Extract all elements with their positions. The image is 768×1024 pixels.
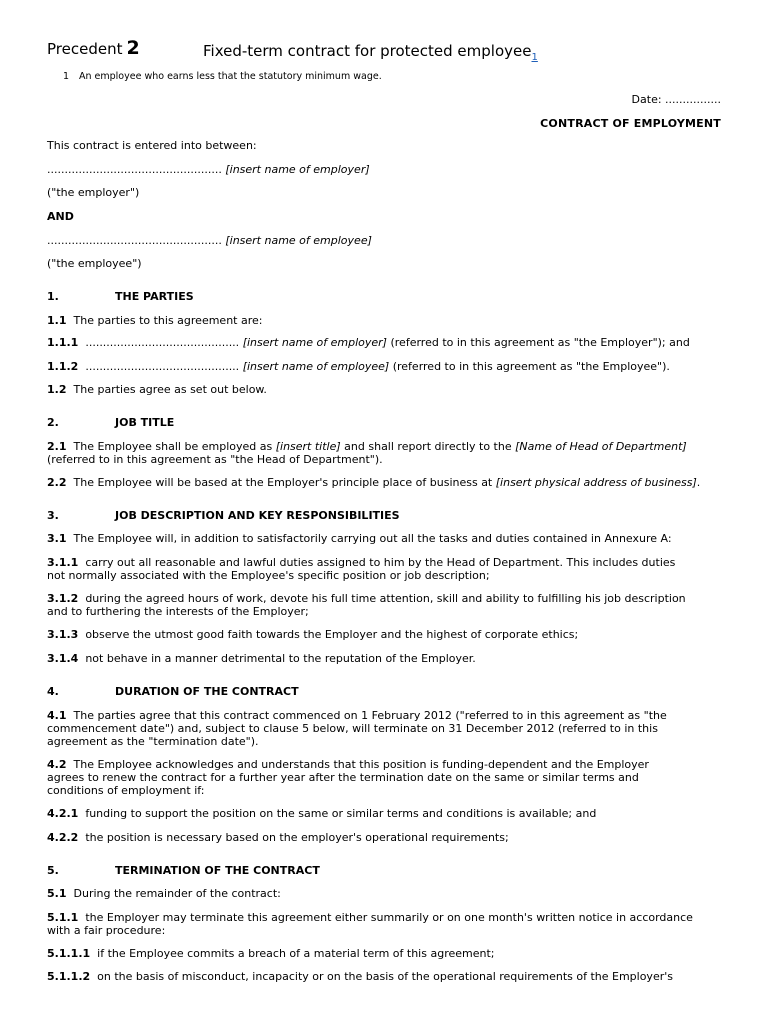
footnote [63, 70, 382, 83]
clause-1-1-1 [47, 336, 690, 349]
section-title: TERMINATION OF THE CONTRACT [115, 864, 320, 877]
clause-4-2-cont-2: conditions of employment if: [47, 784, 205, 797]
clause-2-2 [47, 476, 700, 489]
clause-placeholder: [insert name of employee] [242, 360, 390, 373]
clause-text: observe the utmost good faith towards the Employer and the highest of corporate ethics; [85, 628, 579, 641]
clause-number: 2.2 [47, 476, 67, 489]
employee-name-line [47, 234, 372, 247]
section-3-heading [47, 509, 400, 522]
employee-label: ("the employee") [47, 257, 142, 270]
clause-4-1-cont-1: commencement date") and, subject to clause 5 below, will terminate on 31 December 2012 (referred to in this [47, 722, 658, 735]
clause-text: the position is necessary based on the employer's operational requirements; [85, 831, 509, 844]
clause-2-1 [47, 440, 687, 453]
clause-dots: ............................................ [85, 336, 240, 349]
clause-placeholder: [insert physical address of business] [495, 476, 697, 489]
clause-number: 1.2 [47, 383, 67, 396]
clause-text: if the Employee commits a breach of a material term of this agreement; [97, 947, 495, 960]
section-2-heading [47, 416, 174, 429]
clause-number: 3.1.4 [47, 652, 79, 665]
clause-text: The parties agree as set out below. [73, 383, 267, 396]
clause-3-1-3 [47, 628, 578, 641]
clause-placeholder: [Name of Head of Department] [515, 440, 687, 453]
employer-name-line [47, 163, 370, 176]
clause-1-2 [47, 383, 267, 396]
clause-4-2-2 [47, 831, 509, 844]
section-number: 4. [47, 685, 59, 698]
clause-3-1-1-cont: not normally associated with the Employee's specific position or job description; [47, 569, 490, 582]
precedent-header [47, 37, 538, 64]
precedent-title [203, 42, 538, 64]
date-label: Date: [631, 93, 662, 106]
clause-number: 4.2.2 [47, 831, 79, 844]
date-value: ................ [665, 93, 721, 106]
section-number: 5. [47, 864, 59, 877]
section-number: 1. [47, 290, 59, 303]
clause-text: not behave in a manner detrimental to the reputation of the Employer. [85, 652, 476, 665]
clause-4-2-cont-1: agrees to renew the contract for a further year after the termination date on the same or similar terms and [47, 771, 639, 784]
clause-number: 3.1.2 [47, 592, 79, 605]
precedent-title-text: Fixed-term contract for protected employee [203, 42, 532, 60]
precedent-label: Precedent [47, 40, 123, 58]
clause-text: The Employee shall be employed as [73, 440, 273, 453]
section-title: JOB TITLE [115, 416, 175, 429]
clause-number: 4.1 [47, 709, 67, 722]
clause-number: 4.2 [47, 758, 67, 771]
section-number: 3. [47, 509, 59, 522]
clause-text: . [696, 476, 701, 489]
section-title: DURATION OF THE CONTRACT [115, 685, 299, 698]
clause-3-1-4 [47, 652, 476, 665]
clause-number: 5.1.1.1 [47, 947, 91, 960]
clause-text: The Employee will, in addition to satisfactorily carrying out all the tasks and duties contained in Annexure A: [73, 532, 672, 545]
footnote-text: An employee who earns less that the statutory minimum wage. [79, 71, 382, 82]
clause-text: The Employee will be based at the Employer's principle place of business at [73, 476, 493, 489]
clause-text: and shall report directly to the [344, 440, 512, 453]
clause-3-1-2 [47, 592, 686, 605]
date-line [632, 93, 721, 106]
clause-text: carry out all reasonable and lawful duties assigned to him by the Head of Department. This includes duties [85, 556, 676, 569]
employee-dots: .................................................. [47, 234, 222, 247]
precedent-number: 2 [126, 37, 140, 59]
employee-placeholder: [insert name of employee] [225, 234, 372, 247]
clause-text: The parties to this agreement are: [73, 314, 263, 327]
clause-4-1-cont-2: agreement as the "termination date"). [47, 735, 259, 748]
section-1-heading [47, 290, 194, 303]
clause-number: 1.1.1 [47, 336, 79, 349]
employer-placeholder: [insert name of employer] [225, 163, 370, 176]
clause-text: (referred to in this agreement as "the Employer"); and [390, 336, 690, 349]
intro-text: This contract is entered into between: [47, 139, 257, 152]
clause-placeholder: [insert name of employer] [242, 336, 387, 349]
clause-number: 3.1.1 [47, 556, 79, 569]
section-title: THE PARTIES [115, 290, 194, 303]
clause-4-1 [47, 709, 667, 722]
employer-dots: .................................................. [47, 163, 222, 176]
clause-3-1-1 [47, 556, 675, 569]
section-title: JOB DESCRIPTION AND KEY RESPONSIBILITIES [115, 509, 400, 522]
clause-number: 1.1.2 [47, 360, 79, 373]
clause-5-1-1-1 [47, 947, 494, 960]
document-title: CONTRACT OF EMPLOYMENT [540, 117, 721, 130]
section-number: 2. [47, 416, 59, 429]
clause-4-2 [47, 758, 649, 771]
footnote-link[interactable]: 1 [531, 52, 538, 63]
clause-2-1-cont: (referred to in this agreement as "the Head of Department"). [47, 453, 383, 466]
clause-3-1-2-cont: and to furthering the interests of the Employer; [47, 605, 309, 618]
and-label: AND [47, 210, 74, 223]
clause-5-1 [47, 887, 281, 900]
clause-number: 5.1.1 [47, 911, 79, 924]
footnote-number: 1 [63, 71, 70, 82]
clause-text: funding to support the position on the same or similar terms and conditions is available; and [85, 807, 597, 820]
clause-3-1 [47, 532, 672, 545]
clause-number: 4.2.1 [47, 807, 79, 820]
clause-text: during the agreed hours of work, devote his full time attention, skill and ability to fulfilling his job description [85, 592, 686, 605]
clause-text: The Employee acknowledges and understands that this position is funding-dependent and the Employer [73, 758, 649, 771]
clause-text: (referred to in this agreement as "the Employee"). [392, 360, 670, 373]
clause-4-2-1 [47, 807, 596, 820]
clause-1-1-2 [47, 360, 670, 373]
clause-5-1-1-2 [47, 970, 673, 983]
clause-text: The parties agree that this contract commenced on 1 February 2012 ("referred to in this agreement as "the [73, 709, 667, 722]
clause-text: on the basis of misconduct, incapacity or on the basis of the operational requirements of the Employer's [97, 970, 673, 983]
clause-text: the Employer may terminate this agreement either summarily or on one month's written notice in accordance [85, 911, 693, 924]
clause-number: 2.1 [47, 440, 67, 453]
clause-5-1-1-cont: with a fair procedure: [47, 924, 166, 937]
clause-number: 3.1.3 [47, 628, 79, 641]
clause-number: 1.1 [47, 314, 67, 327]
clause-number: 5.1 [47, 887, 67, 900]
section-4-heading [47, 685, 299, 698]
employer-label: ("the employer") [47, 186, 140, 199]
clause-5-1-1 [47, 911, 693, 924]
clause-number: 3.1 [47, 532, 67, 545]
clause-dots: ............................................ [85, 360, 240, 373]
clause-placeholder: [insert title] [275, 440, 341, 453]
clause-text: During the remainder of the contract: [73, 887, 281, 900]
clause-1-1 [47, 314, 262, 327]
section-5-heading [47, 864, 320, 877]
clause-number: 5.1.1.2 [47, 970, 91, 983]
